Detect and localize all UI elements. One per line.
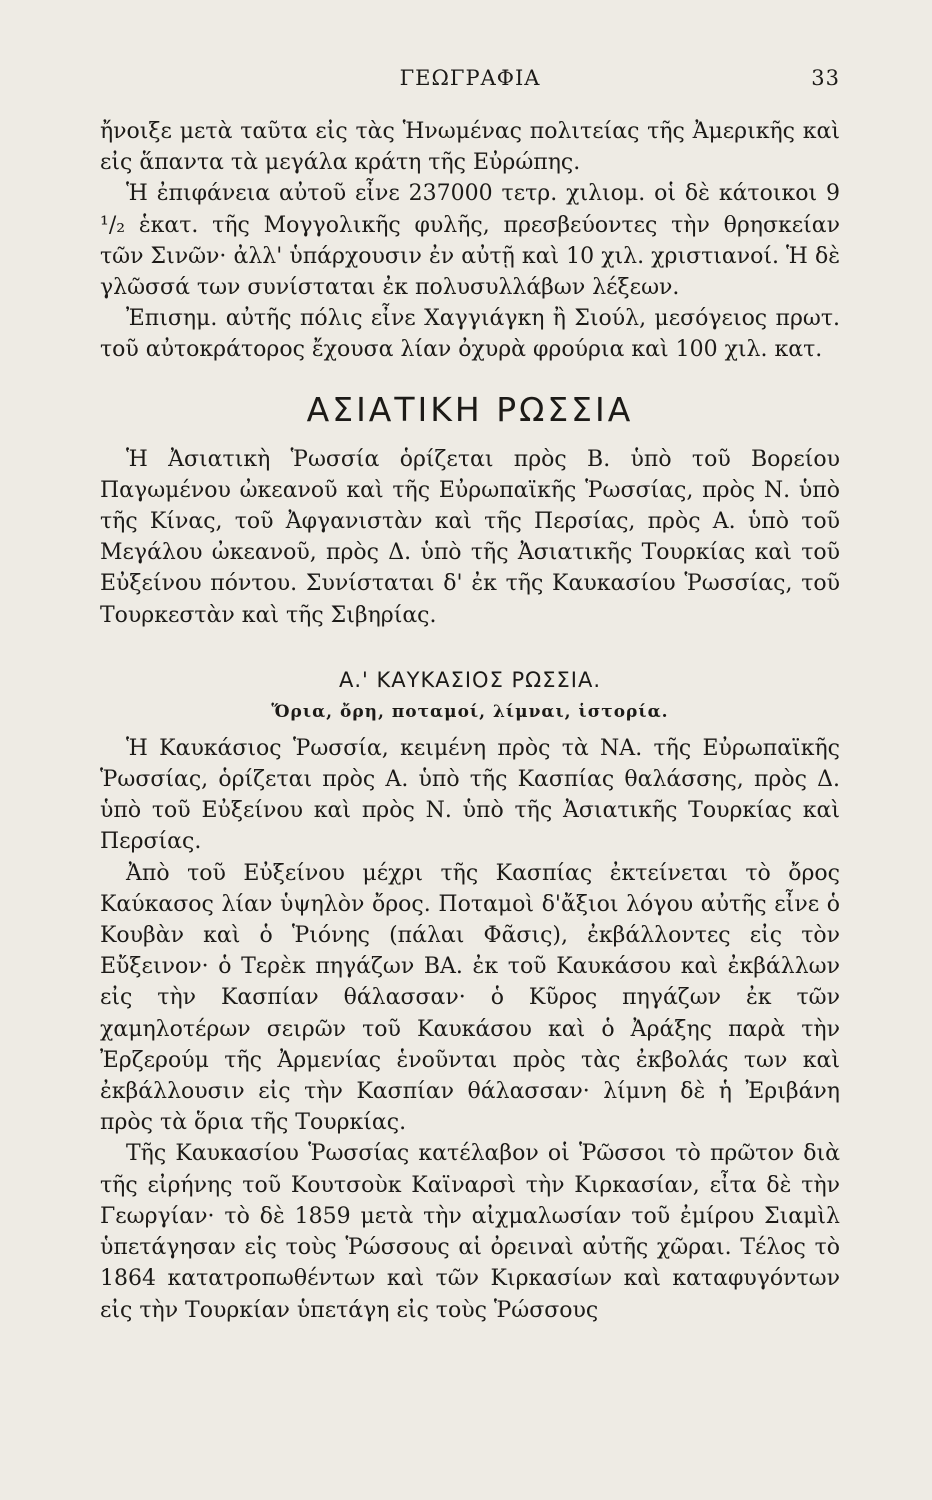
subsection-topics: Ὅρια, ὄρη, ποταμοί, λίμναι, ἱστορία. [271,701,669,722]
paragraph-caucasus-borders: Ἡ Καυκάσιος Ῥωσσία, κειμένη πρὸς τὰ ΝΑ. τῆς Εὐρωπαϊκῆς Ῥωσσίας, ὁρίζεται πρὸς Α. ὑπὸ τῆς Κασπίας θαλάσσης, πρὸς Δ. ὑπὸ τοῦ Εὐξείνου καὶ πρὸς Ν. ὑπὸ τῆς Ἀσιατικῆς Τουρκίας καὶ Περσίας. [100,735,840,855]
page-title: ΓΕΩΓΡΑΦΙΑ [399,66,541,90]
paragraph-area-population: Ἡ ἐπιφάνεια αὐτοῦ εἶνε 237000 τετρ. χιλιομ. οἱ δὲ κάτοικοι 9 ¹/₂ ἑκατ. τῆς Μογγολικῆς φυλῆς, πρεσβεύοντες τὴν θρησκείαν τῶν Σινῶν· ἀλλ' ὑπάρχουσιν ἐν αὐτῇ καὶ 10 χιλ. χριστιανοί. Ἡ δὲ γλῶσσά των συνίσταται ἐκ πολυσυλλάβων λέξεων. [100,181,840,301]
paragraph-continuation: ἤνοιξε μετὰ ταῦτα εἰς τὰς Ἡνωμένας πολιτείας τῆς Ἀμερικῆς καὶ εἰς ἅπαντα τὰ μεγάλα κράτη τῆς Εὐρώπης. [100,119,840,176]
section-title: ΑΣΙΑΤΙΚΗ ΡΩΣΣΙΑ [306,389,634,429]
subsection-title: Α.' ΚΑΥΚΑΣΙΟΣ ΡΩΣΣΙΑ. [338,667,601,692]
paragraph-asiatic-russia-borders: Ἡ Ἀσιατικὴ Ῥωσσία ὁρίζεται πρὸς Β. ὑπὸ τοῦ Βορείου Παγωμένου ὠκεανοῦ καὶ τῆς Εὐρωπαϊκῆς Ῥωσσίας, πρὸς Ν. ὑπὸ τῆς Κίνας, τοῦ Ἀφγανιστὰν καὶ τῆς Περσίας, πρὸς Α. ὑπὸ τοῦ Μεγάλου ὠκεανοῦ, πρὸς Δ. ὑπὸ τῆς Ἀσιατικῆς Τουρκίας καὶ τοῦ Εὐξείνου πόντου. Συνίσταται δ' ἐκ τῆς Καυκασίου Ῥωσσίας, τοῦ Τουρκεστὰν καὶ τῆς Σιβηρίας. [100,446,840,628]
page-body [100,116,840,1326]
paragraph-history: Τῆς Καυκασίου Ῥωσσίας κατέλαβον οἱ Ῥῶσσοι τὸ πρῶτον διὰ τῆς εἰρήνης τοῦ Κουτσοὺκ Καϊναρσὶ τὴν Κιρκασίαν, εἶτα δὲ τὴν Γεωργίαν· τὸ δὲ 1859 μετὰ τὴν αἰχμαλωσίαν τοῦ ἐμίρου Σιαμὶλ ὑπετάγησαν εἰς τοὺς Ῥώσσους αἱ ὀρειναὶ αὐτῆς χῶραι. Τέλος τὸ 1864 κατατροπωθέντων καὶ τῶν Κιρκασίων καὶ καταφυγόντων εἰς τὴν Τουρκίαν ὑπετάγη εἰς τοὺς Ῥώσσους [100,1141,840,1323]
paragraph-mountains-rivers: Ἀπὸ τοῦ Εὐξείνου μέχρι τῆς Κασπίας ἐκτείνεται τὸ ὄρος Καύκασος λίαν ὑψηλὸν ὄρος. Ποταμοὶ δ'ἄξιοι λόγου αὐτῆς εἶνε ὁ Κουβὰν καὶ ὁ Ῥιόνης (πάλαι Φᾶσις), ἐκβάλλοντες εἰς τὸν Εὔξεινον· ὁ Τερὲκ πηγάζων ΒΑ. ἐκ τοῦ Καυκάσου καὶ ἐκβάλλων εἰς τὴν Κασπίαν θάλασσαν· ὁ Κῦρος πηγάζων ἐκ τῶν χαμηλοτέρων σειρῶν τοῦ Καυκάσου καὶ ὁ Ἀράξης παρὰ τὴν Ἐρζερούμ τῆς Ἀρμενίας ἑνοῦνται πρὸς τὰς ἐκβολάς των καὶ ἐκβάλλουσιν εἰς τὴν Κασπίαν θάλασσαν· λίμνη δὲ ἡ Ἐριβάνη πρὸς τὰ ὅρια τῆς Τουρκίας. [100,860,840,1136]
page-number: 33 [811,66,840,90]
paragraph-capital: Ἐπισημ. αὐτῆς πόλις εἶνε Χαγγιάγκη ἢ Σιούλ, μεσόγειος πρωτ. τοῦ αὐτοκράτορος ἔχουσα λίαν ὀχυρὰ φρούρια καὶ 100 χιλ. κατ. [100,306,840,363]
